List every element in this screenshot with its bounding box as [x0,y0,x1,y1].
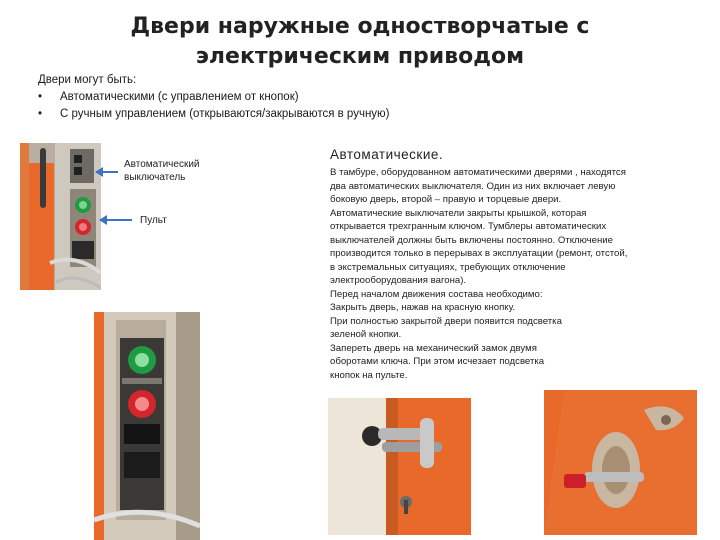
section-line-11: Закрыть дверь, нажав на красную кнопку. [330,302,516,313]
section-line-1: В тамбуре, оборудованном автоматическими дверями , находятся [330,167,626,178]
page-title [110,12,610,72]
section-line-4: Автоматические выключатели закрыты крышкой, которая [330,207,587,219]
section-line-12: При полностью закрытой двери появится подсветка [330,315,562,327]
section-line-7: производится только в перерывах в эксплуатации (ремонт, отстой, [330,248,628,259]
section-line-10: Перед началом движения состава необходимо: [330,288,543,300]
section-line-8: в экстремальных ситуациях, требующих отключение [330,261,566,273]
intro-bullet-automatic: • Автоматическими (с управлением от кнопок) [38,89,390,106]
intro-block [38,72,390,123]
callout-panel: Пульт [140,215,167,226]
section-line-3: боковую дверь, второй – правую и торцевые двери. [330,194,562,205]
section-line-15: оборотами ключа. При этом исчезает подсветка [330,356,545,367]
title-line-2: электрическим приводом [195,44,525,69]
section-line-5: открывается трехгранным ключом. Тумблеры автоматических [330,221,607,232]
callout-auto-switch-line-2: выключатель [124,172,186,183]
section-line-14: Запереть дверь на механический замок двумя [330,342,537,354]
callout-auto-switch [124,158,200,184]
photo-door-lock-key [328,398,471,535]
section-line-13: зеленой кнопки. [330,329,402,340]
section-line-2: два автоматических выключателя. Один из них включает левую [330,180,616,192]
section-line-16: кнопок на пульте. [330,369,408,381]
arrow-to-switch [96,171,118,173]
section-body [330,166,680,382]
section-heading: Автоматические. [330,147,444,162]
intro-bullet-manual: • С ручным управлением (открываются/закрываются в ручную) [38,106,390,123]
photo-button-panel [94,312,200,540]
callout-auto-switch-line-1: Автоматический [124,159,200,170]
photo-tambour-panel [20,143,101,290]
intro-lead: Двери могут быть: [38,74,137,86]
intro-list [38,89,390,123]
arrow-to-panel [100,219,132,221]
section-line-9: электрооборудования вагона). [330,275,467,286]
title-line-1: Двери наружные одностворчатые с [130,14,590,39]
photo-lock-plate [544,390,697,535]
section-line-6: выключателей должны быть включены постоянно. Отключение [330,234,613,246]
